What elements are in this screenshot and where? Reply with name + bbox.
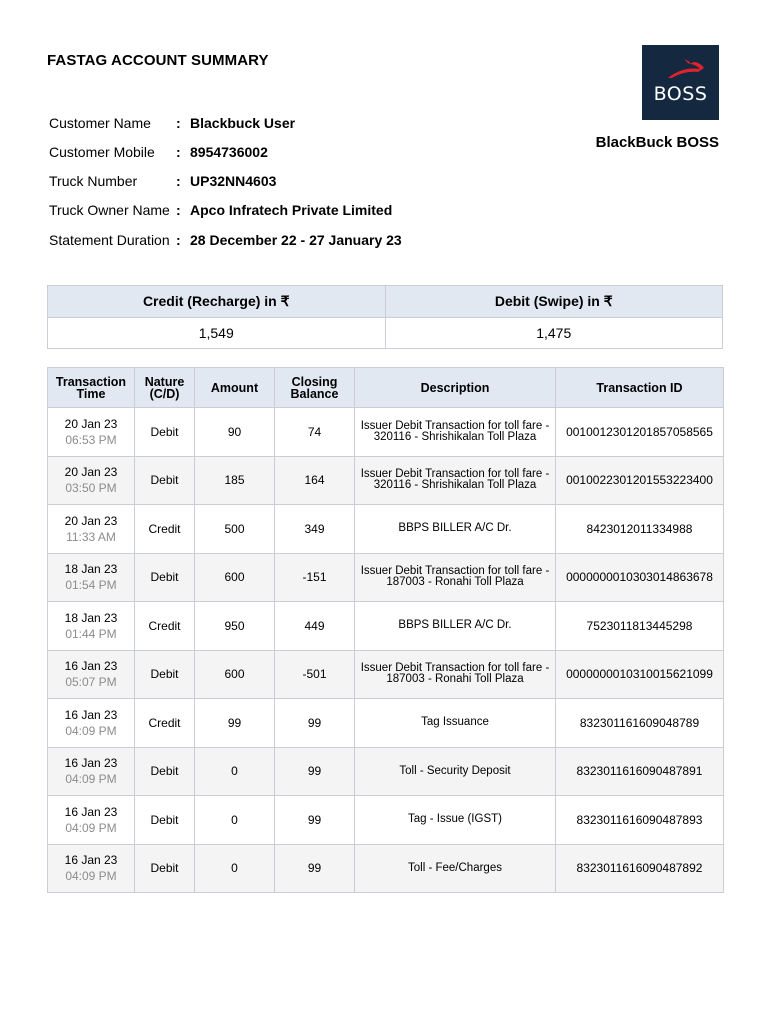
info-row-name [49, 108, 402, 137]
transaction-date: 18 Jan 23 [64, 610, 118, 625]
transaction-time: 05:07 PM [65, 675, 117, 690]
transaction-id-cell: 8323011616090487892 [556, 844, 724, 893]
nature-cell: Debit [135, 553, 195, 602]
amount-cell: 0 [195, 747, 275, 796]
transaction-date: 18 Jan 23 [64, 562, 118, 577]
debit-total: 1,475 [385, 318, 723, 349]
amount-cell: 500 [195, 505, 275, 554]
closing-balance-cell: 99 [275, 699, 355, 748]
amount-cell: 0 [195, 844, 275, 893]
transaction-time: 01:44 PM [65, 626, 117, 641]
nature-cell: Debit [135, 456, 195, 505]
description-cell: Tag - Issue (IGST) [355, 796, 556, 845]
statement-duration-label: Statement Duration [49, 231, 170, 248]
truck-number-value: UP32NN4603 [190, 173, 277, 190]
description-cell: BBPS BILLER A/C Dr. [355, 505, 556, 554]
transaction-date: 16 Jan 23 [64, 659, 118, 674]
credit-header: Credit (Recharge) in ₹ [48, 286, 386, 318]
transaction-time: 04:09 PM [65, 723, 117, 738]
description-cell: BBPS BILLER A/C Dr. [355, 602, 556, 651]
separator: : [176, 202, 181, 219]
customer-info [49, 108, 402, 254]
table-row [48, 505, 724, 554]
description-cell: Toll - Fee/Charges [355, 844, 556, 893]
info-row-duration [49, 225, 402, 254]
customer-mobile-label: Customer Mobile [49, 143, 155, 160]
separator: : [176, 231, 181, 248]
info-row-owner [49, 196, 402, 225]
brand-name: BlackBuck BOSS [595, 134, 719, 151]
table-row [48, 408, 724, 457]
transaction-time-cell [48, 602, 135, 651]
transaction-date: 16 Jan 23 [64, 804, 118, 819]
nature-cell: Credit [135, 699, 195, 748]
description-cell: Issuer Debit Transaction for toll fare - 320116 - Shrishikalan Toll Plaza [355, 456, 556, 505]
separator: : [176, 143, 181, 160]
amount-cell: 0 [195, 796, 275, 845]
separator: : [176, 173, 181, 190]
transaction-id-cell: 0000000010303014863678 [556, 553, 724, 602]
transaction-time-cell [48, 456, 135, 505]
transaction-date: 16 Jan 23 [64, 853, 118, 868]
column-header-amount: Amount [195, 368, 275, 408]
transaction-time: 01:54 PM [65, 578, 117, 593]
transaction-date: 20 Jan 23 [64, 465, 118, 480]
transaction-date: 20 Jan 23 [64, 416, 118, 431]
closing-balance-cell: -501 [275, 650, 355, 699]
amount-cell: 99 [195, 699, 275, 748]
info-row-truck [49, 167, 402, 196]
closing-balance-cell: 449 [275, 602, 355, 651]
amount-cell: 185 [195, 456, 275, 505]
debit-header: Debit (Swipe) in ₹ [385, 286, 723, 318]
transaction-date: 16 Jan 23 [64, 707, 118, 722]
transaction-id-cell: 0000000010310015621099 [556, 650, 724, 699]
separator: : [176, 114, 181, 131]
column-header-description: Description [355, 368, 556, 408]
description-cell: Toll - Security Deposit [355, 747, 556, 796]
table-row [48, 456, 724, 505]
transaction-id-cell: 7523011813445298 [556, 602, 724, 651]
column-header-time: Transaction Time [48, 368, 135, 408]
table-row [48, 747, 724, 796]
transaction-time-cell [48, 553, 135, 602]
nature-cell: Debit [135, 408, 195, 457]
closing-balance-cell: 164 [275, 456, 355, 505]
closing-balance-cell: 99 [275, 844, 355, 893]
transaction-time: 11:33 AM [66, 529, 116, 544]
closing-balance-cell: 349 [275, 505, 355, 554]
table-row [48, 844, 724, 893]
nature-cell: Debit [135, 796, 195, 845]
transaction-time-cell [48, 408, 135, 457]
transaction-time: 04:09 PM [65, 820, 117, 835]
customer-mobile-value: 8954736002 [190, 143, 268, 160]
transactions-table [47, 367, 724, 893]
nature-cell: Debit [135, 844, 195, 893]
transaction-time: 06:53 PM [65, 432, 117, 447]
transaction-id-cell: 8323011616090487893 [556, 796, 724, 845]
credit-total: 1,549 [48, 318, 386, 349]
transaction-id-cell: 8423012011334988 [556, 505, 724, 554]
summary-table [47, 285, 723, 349]
table-row [48, 699, 724, 748]
logo-text: BOSS [653, 83, 708, 105]
transaction-id-cell: 832301161609048789 [556, 699, 724, 748]
closing-balance-cell: 74 [275, 408, 355, 457]
info-row-mobile [49, 137, 402, 166]
transaction-time: 04:09 PM [65, 869, 117, 884]
closing-balance-cell: 99 [275, 796, 355, 845]
nature-cell: Credit [135, 602, 195, 651]
description-cell: Issuer Debit Transaction for toll fare - 187003 - Ronahi Toll Plaza [355, 553, 556, 602]
page-title: FASTAG ACCOUNT SUMMARY [47, 52, 269, 69]
truck-owner-label: Truck Owner Name [49, 202, 170, 219]
truck-number-label: Truck Number [49, 173, 138, 190]
closing-balance-cell: -151 [275, 553, 355, 602]
table-row [48, 602, 724, 651]
statement-duration-value: 28 December 22 - 27 January 23 [190, 231, 402, 248]
nature-cell: Debit [135, 747, 195, 796]
table-row [48, 650, 724, 699]
description-cell: Tag Issuance [355, 699, 556, 748]
transaction-time-cell [48, 650, 135, 699]
description-cell: Issuer Debit Transaction for toll fare - 320116 - Shrishikalan Toll Plaza [355, 408, 556, 457]
boss-logo [642, 45, 719, 120]
truck-owner-value: Apco Infratech Private Limited [190, 202, 393, 219]
transaction-time-cell [48, 747, 135, 796]
transaction-time-cell [48, 844, 135, 893]
amount-cell: 600 [195, 553, 275, 602]
transaction-time-cell [48, 699, 135, 748]
transaction-time: 04:09 PM [65, 772, 117, 787]
transaction-date: 20 Jan 23 [64, 513, 118, 528]
description-cell: Issuer Debit Transaction for toll fare - 187003 - Ronahi Toll Plaza [355, 650, 556, 699]
transaction-id-cell: 0010022301201553223400 [556, 456, 724, 505]
closing-balance-cell: 99 [275, 747, 355, 796]
column-header-closing: Closing Balance [275, 368, 355, 408]
column-header-nature: Nature (C/D) [135, 368, 195, 408]
transaction-date: 16 Jan 23 [64, 756, 118, 771]
amount-cell: 90 [195, 408, 275, 457]
transaction-id-cell: 8323011616090487891 [556, 747, 724, 796]
column-header-id: Transaction ID [556, 368, 724, 408]
amount-cell: 950 [195, 602, 275, 651]
transaction-id-cell: 0010012301201857058565 [556, 408, 724, 457]
transaction-time-cell [48, 796, 135, 845]
transaction-time-cell [48, 505, 135, 554]
nature-cell: Debit [135, 650, 195, 699]
table-row [48, 553, 724, 602]
customer-name-label: Customer Name [49, 114, 151, 131]
table-row [48, 796, 724, 845]
amount-cell: 600 [195, 650, 275, 699]
nature-cell: Credit [135, 505, 195, 554]
customer-name-value: Blackbuck User [190, 114, 296, 131]
transaction-time: 03:50 PM [65, 481, 117, 496]
